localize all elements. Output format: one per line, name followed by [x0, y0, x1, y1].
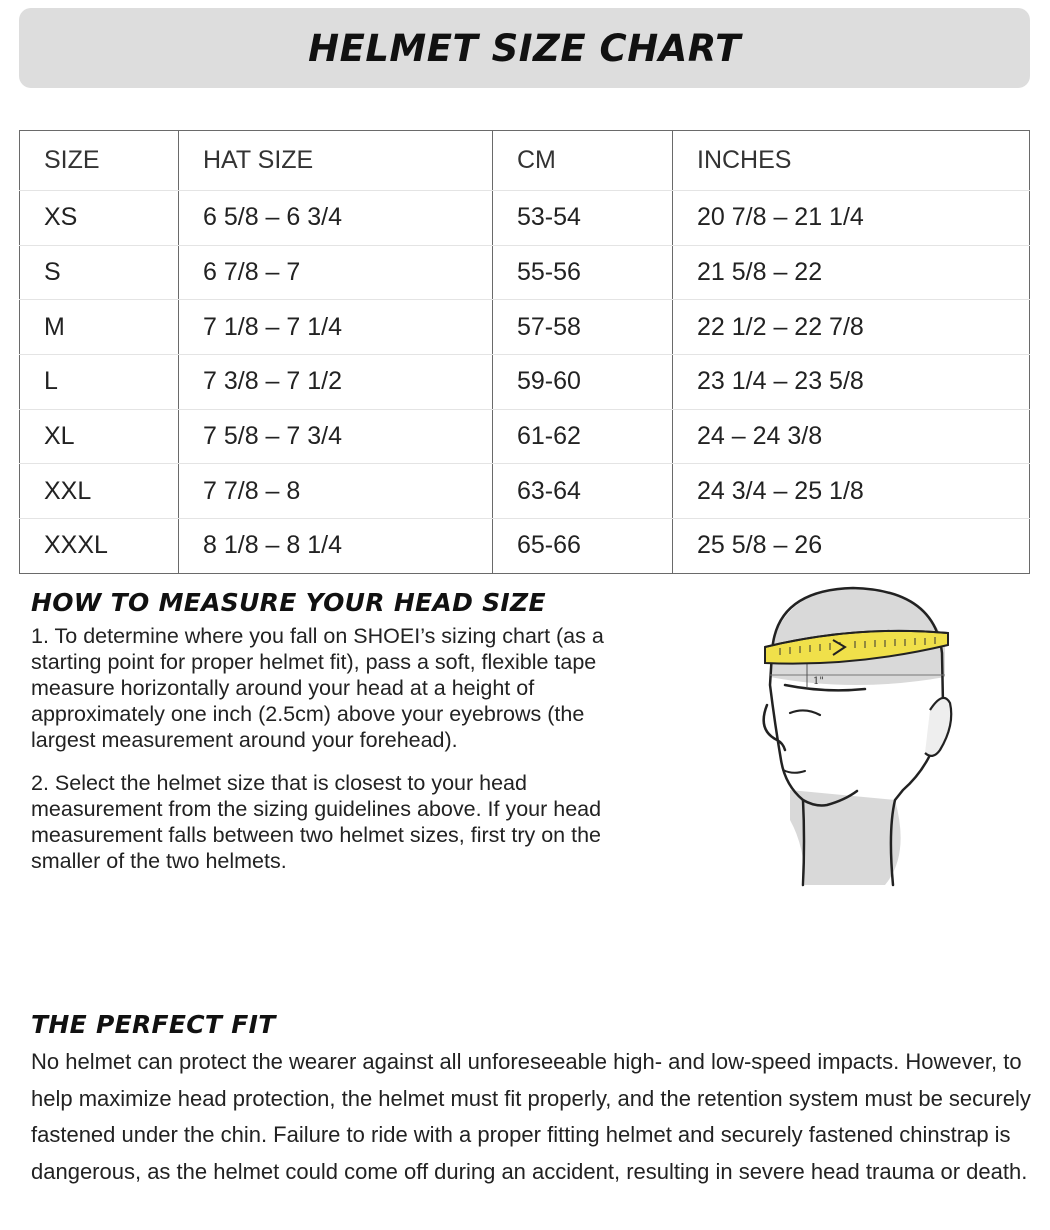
page-title: HELMET SIZE CHART [308, 26, 741, 70]
table-row [20, 464, 1030, 519]
cell-inches: 21 5/8 – 22 [673, 245, 1030, 300]
cell-hat-size: 6 7/8 – 7 [179, 245, 493, 300]
cell-inches: 24 – 24 3/8 [673, 409, 1030, 464]
cell-inches: 20 7/8 – 21 1/4 [673, 191, 1030, 246]
cell-size: L [20, 355, 179, 410]
measure-step-2: 2. Select the helmet size that is closest to your head measurement from the sizing guidelines above. If your head measurement falls between two helmet sizes, first try on the smaller of the two helmets. [31, 771, 602, 873]
column-header-cm: CM [493, 131, 673, 191]
table-row [20, 245, 1030, 300]
perfect-fit-heading: THE PERFECT FIT [31, 1010, 276, 1039]
cell-cm: 55-56 [493, 245, 673, 300]
cell-cm: 53-54 [493, 191, 673, 246]
perfect-fit-body: No helmet can protect the wearer against all unforeseeable high- and low-speed impacts. However, to help maximize head protection, the helmet must fit properly, and the retention system must be securely fastened under the chin. Failure to ride with a proper fitting helmet and securely fastened chinstrap is dangerous, as the helmet could come off during an accident, resulting in severe head trauma or death. [31, 1049, 1031, 1184]
cell-hat-size: 7 3/8 – 7 1/2 [179, 355, 493, 410]
title-banner [19, 8, 1030, 88]
table-header-row [20, 131, 1030, 191]
cell-size: M [20, 300, 179, 355]
head-measurement-illustration [745, 585, 960, 890]
cell-size: S [20, 245, 179, 300]
cell-hat-size: 6 5/8 – 6 3/4 [179, 191, 493, 246]
head-measuring-tape-icon [745, 585, 960, 890]
cell-inches: 24 3/4 – 25 1/8 [673, 464, 1030, 519]
table-row [20, 355, 1030, 410]
cell-size: XS [20, 191, 179, 246]
table-row [20, 409, 1030, 464]
cell-cm: 57-58 [493, 300, 673, 355]
table-row [20, 519, 1030, 574]
size-table [19, 130, 1030, 574]
column-header-inches: INCHES [673, 131, 1030, 191]
cell-cm: 65-66 [493, 519, 673, 574]
measure-step-1: 1. To determine where you fall on SHOEI’s sizing chart (as a starting point for proper helmet fit), pass a soft, flexible tape measure horizontally around your head at a height of approximately one inch (2.5cm) above your eyebrows (the largest measurement around your forehead). [31, 624, 604, 752]
cell-inches: 23 1/4 – 23 5/8 [673, 355, 1030, 410]
cell-cm: 59-60 [493, 355, 673, 410]
cell-size: XXL [20, 464, 179, 519]
cell-hat-size: 7 7/8 – 8 [179, 464, 493, 519]
cell-hat-size: 7 1/8 – 7 1/4 [179, 300, 493, 355]
cell-inches: 25 5/8 – 26 [673, 519, 1030, 574]
cell-size: XL [20, 409, 179, 464]
measure-label: 1" [813, 676, 824, 687]
cell-cm: 61-62 [493, 409, 673, 464]
table-row [20, 300, 1030, 355]
column-header-size: SIZE [20, 131, 179, 191]
cell-hat-size: 8 1/8 – 8 1/4 [179, 519, 493, 574]
cell-inches: 22 1/2 – 22 7/8 [673, 300, 1030, 355]
cell-cm: 63-64 [493, 464, 673, 519]
table-row [20, 191, 1030, 246]
column-header-hat-size: HAT SIZE [179, 131, 493, 191]
measure-heading: HOW TO MEASURE YOUR HEAD SIZE [31, 588, 546, 617]
cell-size: XXXL [20, 519, 179, 574]
cell-hat-size: 7 5/8 – 7 3/4 [179, 409, 493, 464]
